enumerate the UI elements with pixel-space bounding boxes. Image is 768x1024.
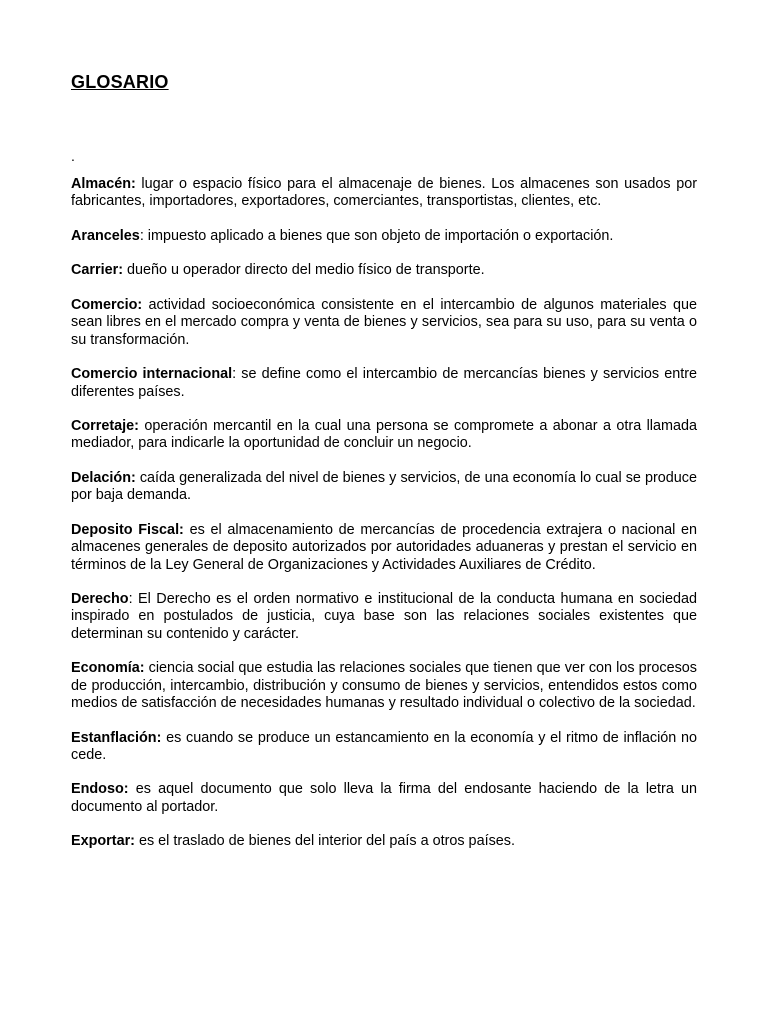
- glossary-definition: es el traslado de bienes del interior del país a otros países.: [134, 833, 515, 850]
- glossary-definition: : impuesto aplicado a bienes que son objeto de importación o exportación.: [139, 227, 614, 244]
- page-title: GLOSARIO: [71, 72, 169, 92]
- stray-dot: .: [71, 148, 75, 164]
- glossary-term: Exportar:: [71, 833, 135, 850]
- glossary-entry-almacen: [71, 176, 697, 211]
- glossary-term: Endoso:: [71, 781, 129, 798]
- glossary-entry-comercio: [71, 297, 697, 349]
- glossary-term: Comercio internacional: [71, 366, 233, 383]
- glossary-term: Derecho: [71, 591, 129, 608]
- glossary-list: [71, 176, 697, 851]
- glossary-entry-carrier: [71, 262, 697, 279]
- glossary-term: Aranceles: [71, 227, 140, 244]
- glossary-definition: es cuando se produce un estancamiento en la economía y el ritmo de inflación no cede.: [71, 729, 697, 763]
- glossary-entry-comercio-internacional: [71, 366, 697, 401]
- glossary-term: Delación:: [71, 470, 136, 487]
- glossary-definition: es el almacenamiento de mercancías de procedencia extrajera o nacional en almacenes generales de deposito autorizados por autoridades aduaneras y prestan el servicio en términos de la Ley General de Organizaciones y Actividades Auxiliares de Crédito.: [71, 521, 697, 573]
- glossary-definition: : El Derecho es el orden normativo e institucional de la conducta humana en sociedad inspirado en postulados de justicia, cuya base son las relaciones sociales existentes que determinan su contenido y carácter.: [71, 591, 697, 642]
- glossary-term: Deposito Fiscal:: [71, 521, 184, 538]
- glossary-definition: caída generalizada del nivel de bienes y servicios, de una economía lo cual se produce por baja demanda.: [71, 470, 697, 504]
- glossary-term: Carrier:: [71, 262, 123, 279]
- glossary-definition: es aquel documento que solo lleva la firma del endosante haciendo de la letra un documento al portador.: [71, 781, 697, 815]
- glossary-definition: lugar o espacio físico para el almacenaje de bienes. Los almacenes son usados por fabricantes, importadores, exportadores, comerciantes, transportistas, clientes, etc.: [71, 176, 697, 210]
- glossary-entry-exportar: [71, 833, 697, 850]
- glossary-term: Almacén:: [71, 176, 136, 192]
- glossary-entry-endoso: [71, 781, 697, 816]
- glossary-definition: operación mercantil en la cual una persona se compromete a abonar a otra llamada mediador, para indicarle la oportunidad de concluir un negocio.: [71, 418, 697, 452]
- glossary-definition: actividad socioeconómica consistente en el intercambio de algunos materiales que sean libres en el mercado compra y venta de bienes y servicios, sea para su uso, para su venta o su transformación.: [71, 297, 697, 348]
- glossary-term: Estanflación:: [71, 729, 162, 746]
- glossary-definition: : se define como el intercambio de mercancías bienes y servicios entre diferentes países.: [71, 366, 698, 400]
- glossary-entry-aranceles: [71, 228, 697, 245]
- glossary-term: Corretaje:: [71, 418, 139, 435]
- glossary-entry-corretaje: [71, 418, 697, 453]
- glossary-entry-derecho: [71, 591, 697, 643]
- glossary-entry-economia: [71, 660, 697, 712]
- glossary-entry-deposito-fiscal: [71, 522, 697, 574]
- glossary-definition: dueño u operador directo del medio físico de transporte.: [123, 262, 485, 279]
- glossary-entry-estanflacion: [71, 730, 697, 765]
- glossary-definition: ciencia social que estudia las relaciones sociales que tienen que ver con los procesos de producción, intercambio, distribución y consumo de bienes y servicios, entendidos estos como medios de satisfacción de necesidades humanas y resultado individual o colectivo de la sociedad.: [71, 660, 697, 711]
- glossary-entry-delacion: [71, 470, 697, 505]
- glossary-term: Comercio:: [71, 297, 143, 314]
- glossary-term: Economía:: [71, 660, 145, 677]
